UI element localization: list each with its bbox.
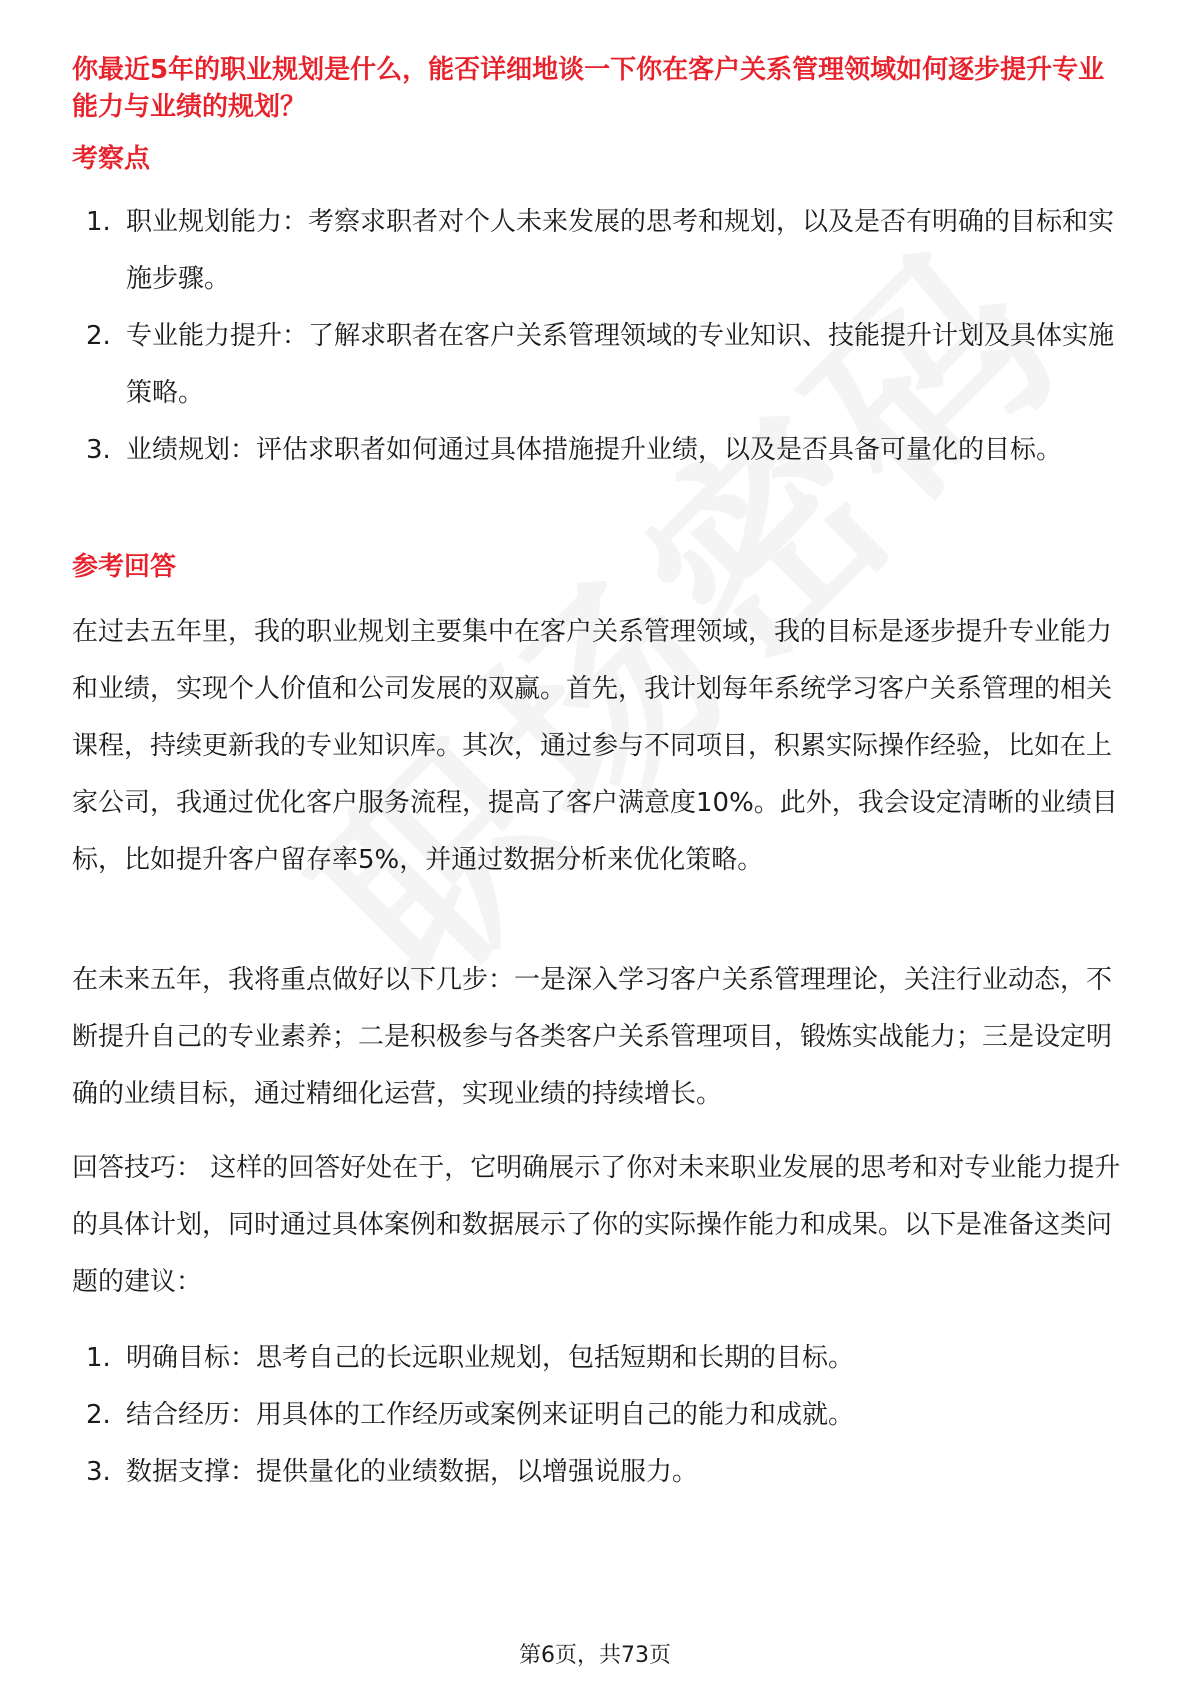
list-text: 业绩规划：评估求职者如何通过具体措施提升业绩，以及是否具备可量化的目标。	[126, 435, 1063, 465]
list-text: 数据支撑：提供量化的业绩数据，以增强说服力。	[126, 1457, 699, 1487]
list-item	[72, 194, 1122, 308]
list-number: 1.	[86, 1343, 111, 1373]
list-text: 职业规划能力：考察求职者对个人未来发展的思考和规划，以及是否有明确的目标和实施步骤。	[126, 207, 1115, 294]
evaluation-list	[72, 194, 1122, 479]
list-text: 专业能力提升：了解求职者在客户关系管理领域的专业知识、技能提升计划及具体实施策略。	[126, 321, 1115, 408]
answer-paragraph-1: 在过去五年里，我的职业规划主要集中在客户关系管理领域，我的目标是逐步提升专业能力和业绩，实现个人价值和公司发展的双赢。首先，我计划每年系统学习客户关系管理的相关课程，持续更新我的专业知识库。其次，通过参与不同项目，积累实际操作经验，比如在上家公司，我通过优化客户服务流程，提高了客户满意度10%。此外，我会设定清晰的业绩目标，比如提升客户留存率5%，并通过数据分析来优化策略。	[72, 617, 1118, 875]
list-number: 2.	[86, 1400, 111, 1430]
answer-tips-paragraph: 回答技巧： 这样的回答好处在于，它明确展示了你对未来职业发展的思考和对专业能力提升的具体计划，同时通过具体案例和数据展示了你的实际操作能力和成果。以下是准备这类问题的建议：	[72, 1153, 1121, 1297]
list-text: 明确目标：思考自己的长远职业规划，包括短期和长期的目标。	[126, 1343, 855, 1373]
list-item	[72, 308, 1122, 422]
list-item	[72, 1387, 1122, 1444]
list-item	[72, 422, 1122, 479]
list-number: 3.	[86, 435, 111, 465]
list-number: 1.	[86, 207, 111, 237]
question-heading: 你最近5年的职业规划是什么，能否详细地谈一下你在客户关系管理领域如何逐步提升专业能力与业绩的规划？	[72, 55, 1105, 122]
list-number: 3.	[86, 1457, 111, 1487]
tips-list	[72, 1330, 1122, 1501]
list-item	[72, 1330, 1122, 1387]
list-number: 2.	[86, 321, 111, 351]
page-number-footer: 第6页，共73页	[519, 1643, 671, 1668]
section-title-reference-answer: 参考回答	[72, 552, 177, 582]
answer-paragraph-2: 在未来五年，我将重点做好以下几步：一是深入学习客户关系管理理论，关注行业动态，不断提升自己的专业素养；二是积极参与各类客户关系管理项目，锻炼实战能力；三是设定明确的业绩目标，通过精细化运营，实现业绩的持续增长。	[72, 965, 1113, 1109]
section-title-evaluation: 考察点	[72, 144, 151, 174]
list-text: 结合经历：用具体的工作经历或案例来证明自己的能力和成就。	[126, 1400, 855, 1430]
list-item	[72, 1444, 1122, 1501]
